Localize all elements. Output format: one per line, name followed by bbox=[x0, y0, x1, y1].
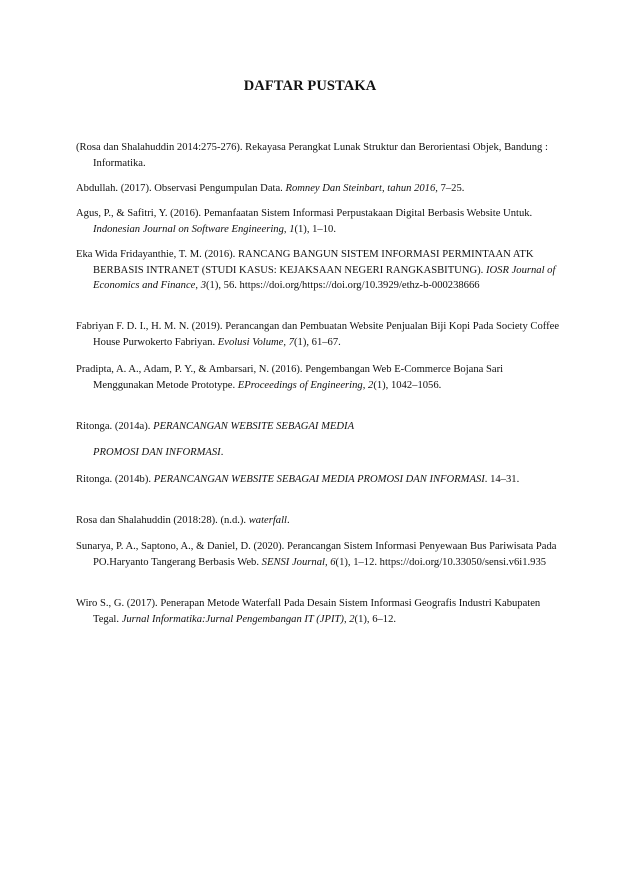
reference-entry bbox=[76, 206, 563, 237]
reference-comma: , bbox=[283, 223, 287, 235]
reference-journal: Evolusi Volume bbox=[217, 336, 284, 348]
reference-issue-pages: (1), 1–12. https://doi.org/10.33050/sensi.v6i1.935 bbox=[335, 556, 547, 568]
reference-volume: 7 bbox=[288, 336, 294, 348]
reference-text: (Rosa dan Shalahuddin 2014:275-276). Rekayasa Perangkat Lunak Struktur dan Berorientasi Objek, Bandung : Informatika. bbox=[76, 142, 548, 169]
reference-text: Wiro S., G. (2017). Penerapan Metode Waterfall Pada Desain Sistem Informasi Geografis Industri Kabupaten Tegal. bbox=[76, 598, 541, 625]
reference-period: . bbox=[220, 447, 224, 458]
reference-comma: , bbox=[195, 280, 199, 292]
reference-entry bbox=[76, 596, 563, 627]
reference-text: Abdullah. (2017). Observasi Pengumpulan Data. bbox=[76, 183, 283, 194]
reference-comma: , bbox=[283, 336, 287, 348]
reference-entry bbox=[76, 362, 563, 393]
reference-volume: 2 bbox=[349, 613, 355, 625]
reference-volume: 2 bbox=[368, 379, 374, 391]
reference-volume: 3 bbox=[200, 280, 206, 292]
reference-entry bbox=[76, 419, 563, 435]
reference-issue-pages: (1), 1–10. bbox=[294, 223, 336, 235]
reference-journal: Jurnal Informatika:Jurnal Pengembangan IT (JPIT) bbox=[121, 613, 344, 625]
reference-issue-pages: (1), 61–67. bbox=[294, 336, 341, 348]
reference-comma: , bbox=[362, 379, 366, 391]
page-title: DAFTAR PUSTAKA bbox=[243, 78, 377, 94]
reference-continuation bbox=[93, 445, 563, 461]
reference-period: . bbox=[287, 515, 290, 526]
reference-journal: IOSR Journal of Economics and Finance bbox=[93, 264, 556, 292]
reference-text: Rosa dan Shalahuddin (2018:28). (n.d.). bbox=[76, 515, 247, 526]
reference-issue-pages: (1), 56. https://doi.org/https://doi.org/10.3929/ethz-b-000238666 bbox=[206, 280, 480, 292]
reference-text: Sunarya, P. A., Saptono, A., & Daniel, D. (2020). Perancangan Sistem Informasi Penyewaan Bus Pariwisata Pada PO.Haryanto Tangerang Berbasis Web. bbox=[76, 541, 557, 568]
reference-pages: , 7–25. bbox=[435, 183, 465, 194]
reference-text: Eka Wida Fridayanthie, T. M. (2016). RANCANG BANGUN SISTEM INFORMASI PERMINTAAN ATK BERBASIS INTRANET (STUDI KASUS: KEJAKSAAN NEGERI RANGKASBITUNG). bbox=[76, 249, 534, 276]
reference-volume: 6 bbox=[330, 556, 336, 568]
reference-entry bbox=[76, 472, 563, 488]
reference-entry bbox=[76, 319, 563, 350]
reference-journal: SENSI Journal bbox=[261, 556, 325, 568]
reference-text: Agus, P., & Safitri, Y. (2016). Pemanfaatan Sistem Informasi Perpustakaan Digital Berbasis Website Untuk. bbox=[76, 208, 533, 219]
reference-text: Ritonga. (2014a). bbox=[76, 421, 151, 432]
reference-entry bbox=[76, 539, 563, 570]
reference-title: PROMOSI DAN INFORMASI bbox=[93, 447, 221, 458]
reference-journal: Indonesian Journal on Software Engineering bbox=[93, 223, 284, 235]
reference-issue-pages: (1), 1042–1056. bbox=[373, 379, 442, 391]
reference-entry bbox=[76, 513, 563, 529]
reference-source: Romney Dan Steinbart, tahun 2016 bbox=[285, 183, 436, 194]
reference-text: Ritonga. (2014b). bbox=[76, 474, 152, 485]
reference-title: PERANCANGAN WEBSITE SEBAGAI MEDIA bbox=[153, 421, 355, 432]
reference-comma: , bbox=[343, 613, 347, 625]
reference-comma: , bbox=[324, 556, 328, 568]
reference-volume: 1 bbox=[289, 223, 295, 235]
reference-title: PERANCANGAN WEBSITE SEBAGAI MEDIA PROMOSI DAN INFORMASI bbox=[153, 474, 485, 485]
reference-entry bbox=[76, 140, 563, 171]
reference-journal: EProceedings of Engineering bbox=[237, 379, 363, 391]
reference-entry bbox=[76, 181, 563, 197]
reference-issue-pages: (1), 6–12. bbox=[354, 613, 397, 625]
reference-title: waterfall bbox=[248, 515, 287, 526]
reference-text: Pradipta, A. A., Adam, P. Y., & Ambarsari, N. (2016). Pengembangan Web E-Commerce Bojana Sari Menggunakan Metode Prototype. bbox=[76, 364, 504, 391]
reference-pages: . 14–31. bbox=[484, 474, 520, 485]
reference-text: Fabriyan F. D. I., H. M. N. (2019). Perancangan dan Pembuatan Website Penjualan Biji Kopi Pada Society Coffee House Purwokerto Fabriyan. bbox=[76, 321, 560, 348]
reference-entry bbox=[76, 247, 563, 294]
